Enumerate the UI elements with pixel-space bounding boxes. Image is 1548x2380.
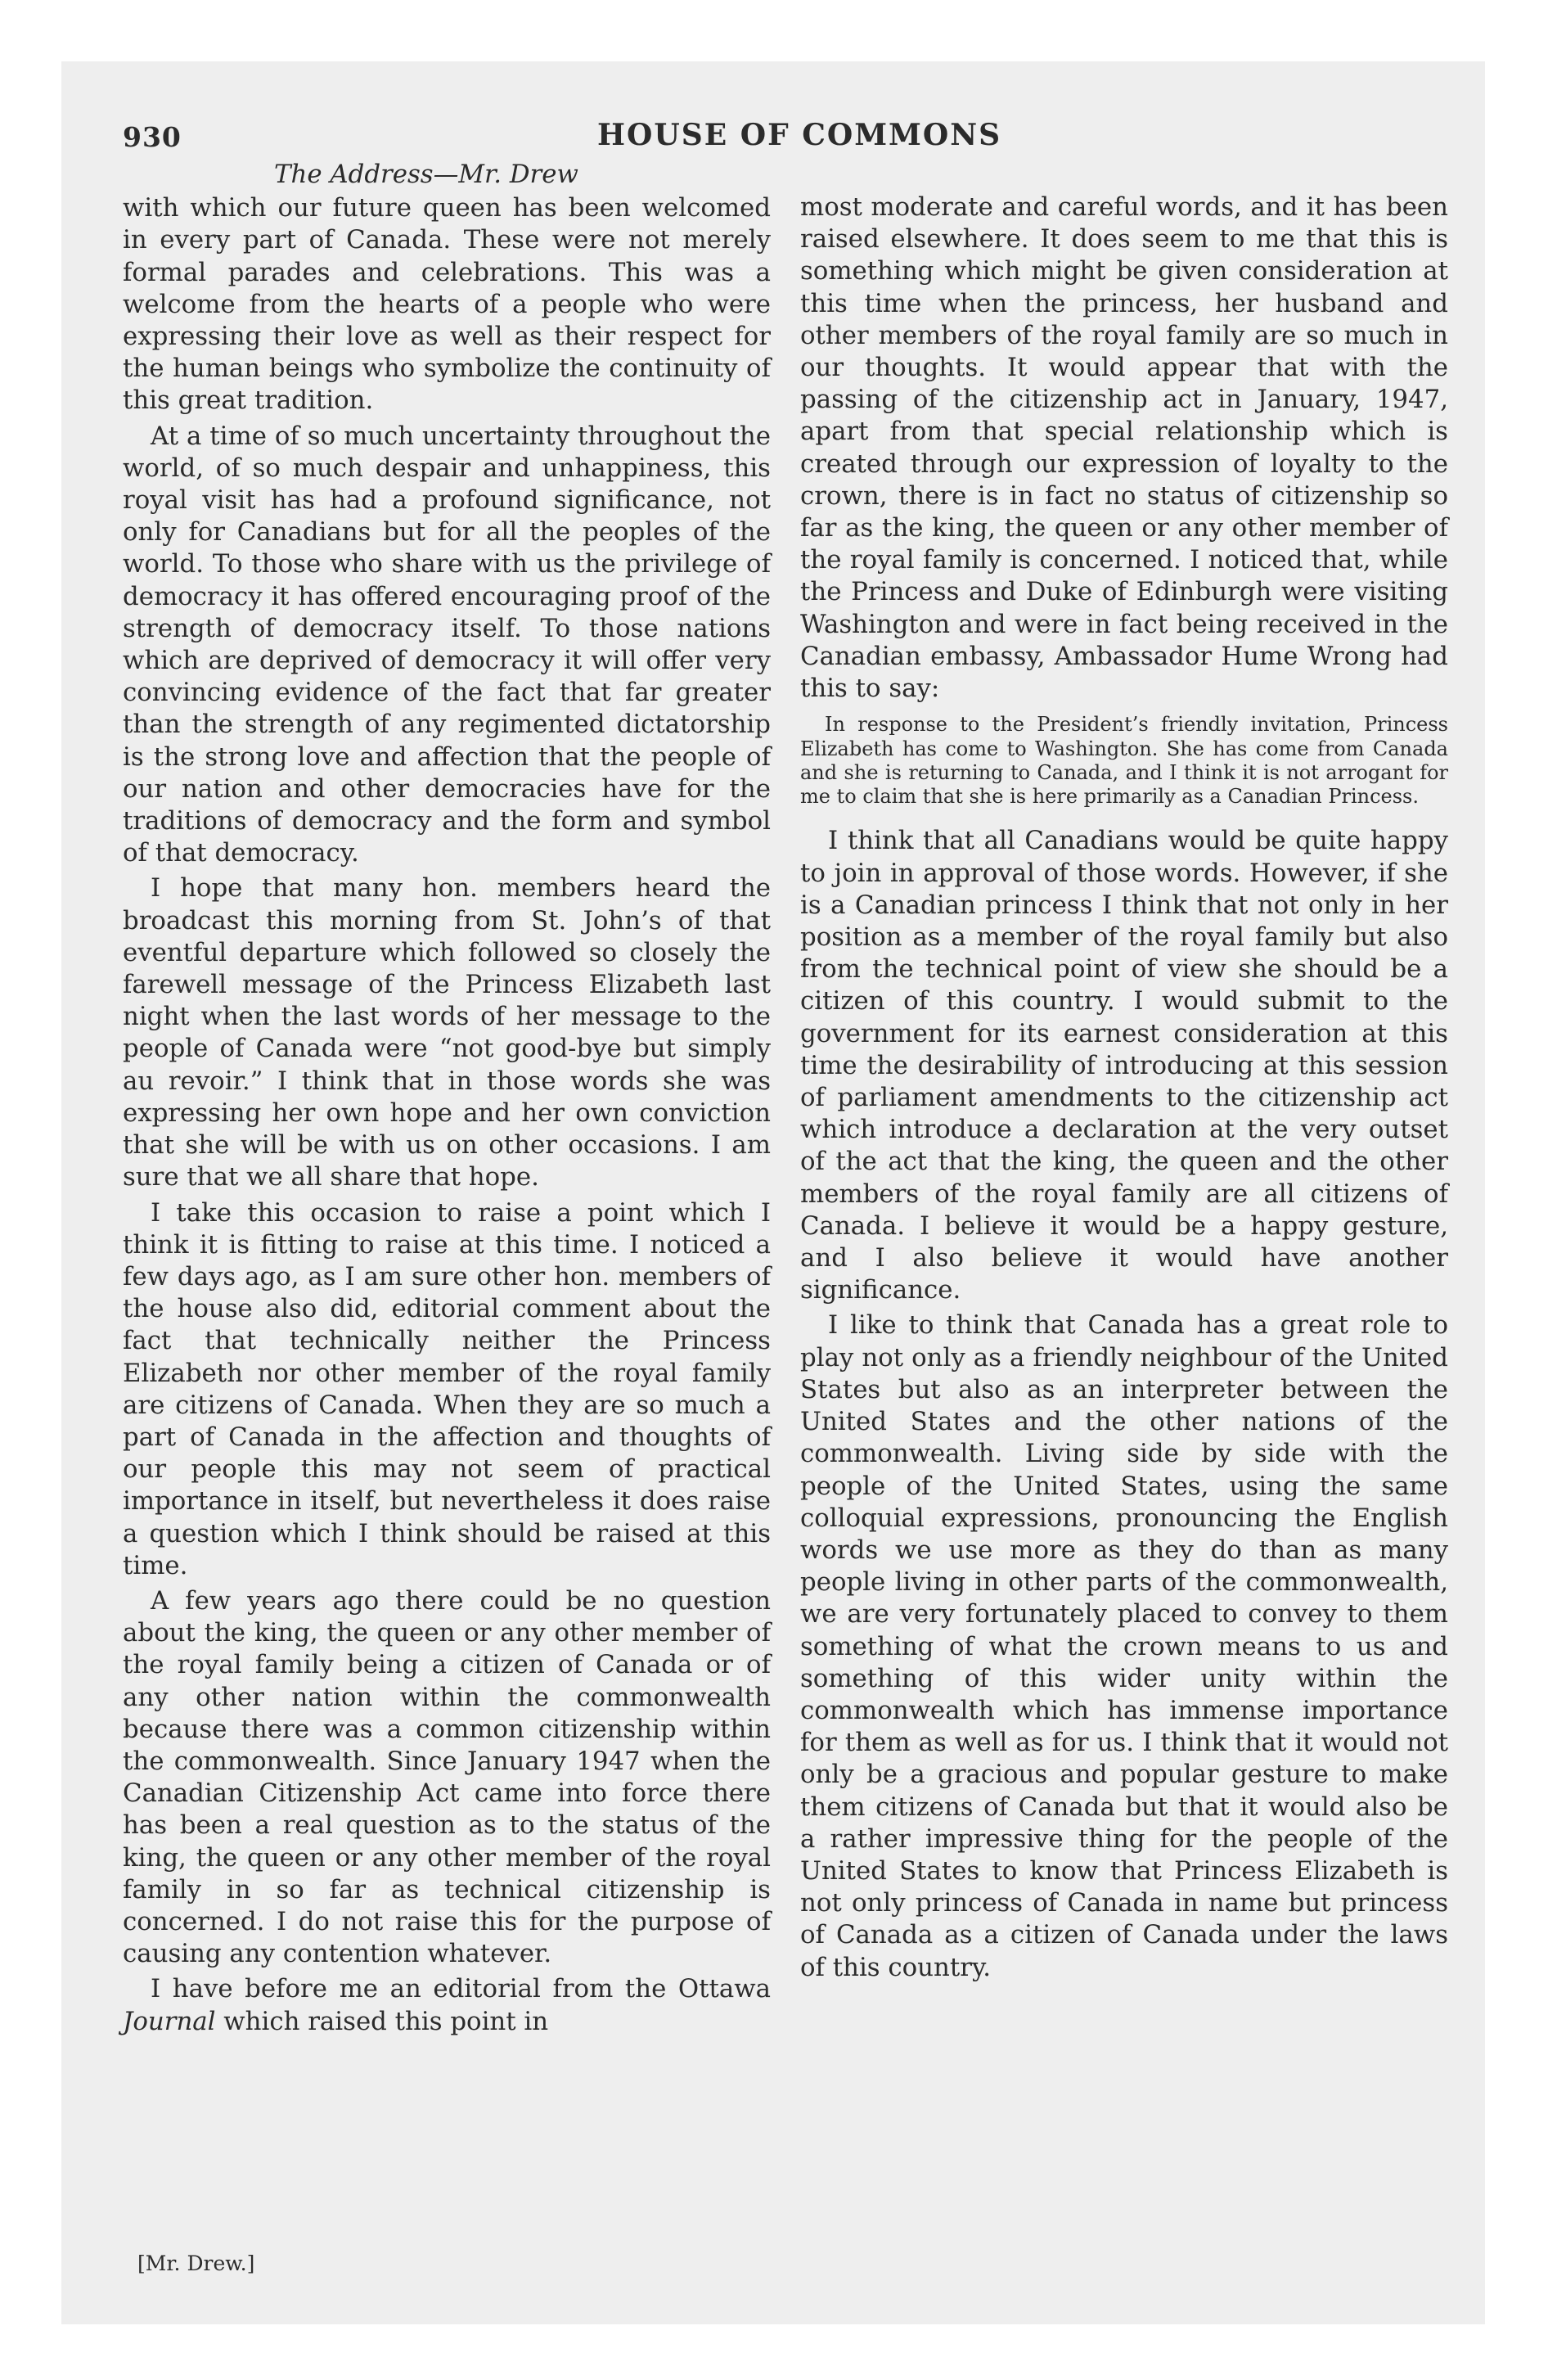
- paragraph-text: which raised this point in: [215, 2006, 549, 2036]
- left-text-column: [123, 159, 771, 2041]
- speaker-footer: [Mr. Drew.]: [137, 2252, 255, 2275]
- page-number: 930: [123, 121, 182, 153]
- paragraph: A few years ago there could be no question about the king, the queen or any other member of the royal family being a citizen of Canada or of any other nation within the commonwealth because there was a common citizenship within the commonwealth. Since January 1947 when the Canadian Citizenship Act came into force there has been a real question as to the status of the king, the queen or any other member of the royal family in so far as technical citizenship is concerned. I do not raise this for the purpose of causing any contention whatever.: [123, 1585, 771, 1969]
- paragraph: I think that all Canadians would be quite happy to join in approval of those words. However, if she is a Canadian princess I think that not only in her position as a member of the royal family but also from the technical point of view she should be a citizen of this country. I would submit to the government for its earnest consideration at this time the desirability of introducing at this session of parliament amendments to the citizenship act which introduce a declaration at the very outset of the act that the king, the queen and the other members of the royal family are all citizens of Canada. I believe it would be a happy gesture, and I also believe it would have another significance.: [800, 826, 1448, 1305]
- block-quote: In response to the President’s friendly invitation, Princess Elizabeth has come to Washington. She has come from Canada and she is returning to Canada, and I think it is not arrogant for me to claim that she is here primarily as a Canadian Princess.: [800, 713, 1448, 809]
- paragraph: most moderate and careful words, and it has been raised elsewhere. It does seem to me that this is something which might be given consideration at this time when the princess, her husband and other members of the royal family are so much in our thoughts. It would appear that with the passing of the citizenship act in January, 1947, apart from that special relationship which is created through our expression of loyalty to the crown, there is in fact no status of citizenship so far as the king, the queen or any other member of the royal family is concerned. I noticed that, while the Princess and Duke of Edinburgh were visiting Washington and were in fact being received in the Canadian embassy, Ambassador Hume Wrong had this to say:: [800, 192, 1448, 704]
- section-subtitle: The Address—Mr. Drew: [274, 160, 578, 189]
- paragraph: I hope that many hon. members heard the broadcast this morning from St. John’s of that eventful departure which followed so closely the farewell message of the Princess Elizabeth last night when the last words of her message to the people of Canada were “not good-bye but simply au revoir.” I think that in those words she was expressing her own hope and her own conviction that she will be with us on other occasions. I am sure that we all share that hope.: [123, 873, 771, 1192]
- paragraph: I like to think that Canada has a great role to play not only as a friendly neighbour of the United States but also as an interpreter between the United States and the other nations of the commonwealth. Living side by side with the people of the United States, using the same colloquial expressions, pronouncing the English words we use more as they do than as many people living in other parts of the commonwealth, we are very fortunately placed to convey to them something of what the crown means to us and something of this wider unity within the commonwealth which has immense importance for them as well as for us. I think that it would not only be a gracious and popular gesture to make them citizens of Canada but that it would also be a rather impressive thing for the people of the United States to know that Princess Elizabeth is not only princess of Canada in name but princess of Canada as a citizen of Canada under the laws of this country.: [800, 1310, 1448, 1982]
- paragraph: with which our future queen has been welcomed in every part of Canada. These were not merely formal parades and celebrations. This was a welcome from the hearts of a people who were expressing their love as well as their respect for the human beings who symbolize the continuity of this great tradition.: [123, 193, 771, 416]
- paragraph-text: I have before me an editorial from the Ottawa: [151, 1974, 771, 2004]
- publication-name: Journal: [123, 2006, 216, 2036]
- right-text-column: [800, 192, 1448, 1987]
- page-header-title: HOUSE OF COMMONS: [597, 118, 1002, 152]
- paragraph: [123, 1973, 771, 2037]
- paragraph: I take this occasion to raise a point which I think it is fitting to raise at this time. I noticed a few days ago, as I am sure other hon. members of the house also did, editorial comment about the fact that technically neither the Princess Elizabeth nor other member of the royal family are citizens of Canada. When they are so much a part of Canada in the affection and thoughts of our people this may not seem of practical importance in itself, but nevertheless it does raise a question which I think should be raised at this time.: [123, 1197, 771, 1580]
- paragraph: At a time of so much uncertainty throughout the world, of so much despair and unhappiness, this royal visit has had a profound significance, not only for Canadians but for all the peoples of the world. To those who share with us the privilege of democracy it has offered encouraging proof of the strength of democracy itself. To those nations which are deprived of democracy it will offer very convincing evidence of the fact that far greater than the strength of any regimented dictatorship is the strong love and affection that the people of our nation and other democracies have for the traditions of democracy and the form and symbol of that democracy.: [123, 421, 771, 868]
